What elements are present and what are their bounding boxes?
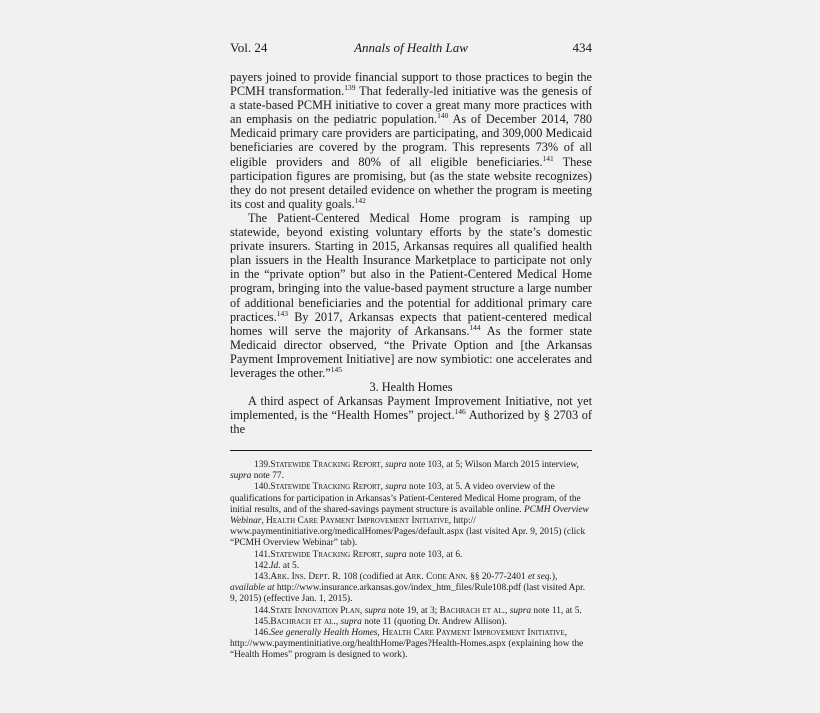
body-text — [230, 70, 592, 436]
volume-label: Vol. 24 — [230, 40, 268, 55]
page-number: 434 — [572, 40, 592, 55]
paragraph-3: A third aspect of Arkansas Payment Improvement Initiative, not yet implemented, is the “Health Homes” project.$^{146}$ Authorized by § 2703 of the — [230, 394, 592, 437]
footnote-144: 144.State Innovation Plan, supra note 19, at 3; Bachrach et al., supra note 11, at 5. — [254, 605, 582, 616]
footnote-145: 145.Bachrach et al., supra note 11 (quoting Dr. Andrew Allison). — [254, 616, 507, 627]
paragraph-1: payers joined to provide financial support to those practices to begin the PCMH transformation.$^{139}$ That federally-led initiative was the genesis of a state-based PCMH initiative to cover a great many more practices with an emphasis on the pediatric population.$^{140}$ As of December 2014, 780 Medicaid primary care providers are participating, and 309,000 Medicaid beneficiaries are covered by the program. This represents 73% of all eligible providers and 80% of all eligible beneficiaries.$^{141}$ These participation figures are promising, but (as the state website recognizes) they do not present detailed evidence on whether the program is meeting its cost and quality goals.$^{142}$ — [230, 70, 593, 211]
footnote-141: 141.Statewide Tracking Report, supra note 103, at 6. — [254, 549, 463, 560]
running-header — [230, 40, 592, 58]
document-page — [230, 0, 592, 713]
footnote-139: 139.Statewide Tracking Report, supra note 103, at 5; Wilson March 2015 interview, supra note 77. — [230, 460, 579, 482]
section-heading: 3. Health Homes — [369, 380, 453, 395]
footnote-143: 143.Ark. Ins. Dept. R. 108 (codified at Ark. Code Ann. §§ 20-77-2401 et seq.), available at http://www.insurance.arkansas.gov/index_htm_files/Rule108.pdf (last visited Apr. 9, 2015) (effective Jan. 1, 2015). — [230, 572, 586, 605]
footnote-divider — [230, 450, 592, 451]
footnotes — [230, 460, 592, 662]
journal-title: Annals of Health Law — [354, 40, 468, 55]
footnote-146: 146.See generally Health Homes, Health Care Payment Improvement Initiative, http://www.paymentinitiative.org/healthHome/Pages?Health-Homes.aspx (explaining how the “Health Homes” program is designed to work). — [230, 628, 584, 661]
paragraph-2: The Patient-Centered Medical Home program is ramping up statewide, beyond existing voluntary efforts by the state’s domestic private insurers. Starting in 2015, Arkansas requires all qualified health plan issuers in the Health Insurance Marketplace to participate not only in the “private option” but also in the Patient-Centered Medical Home program, bringing into the value-based payment structure a large number of additional beneficiaries and the potential for additional primary care practices.$^{143}$ By 2017, Arkansas expects that patient-centered medical homes will serve the majority of Arkansans.$^{144}$ As the former state Medicaid director observed, “the Private Option and [the Arkansas Payment Improvement Initiative] are now symbiotic: one accelerates and leverages the other.”$^{145}$ — [230, 210, 592, 380]
footnote-140: 140.Statewide Tracking Report, supra note 103, at 5. A video overview of the qualifications for participation in Arkansas’s Patient-Centered Medical Home program, of the initial results, and of the shared-savings payment structure is available online. PCMH Overview Webinar, Health Care Payment Improvement Initiative, http:// www.paymentinitiative.org/medicalHomes/Pages/default.aspx (last visited Apr. 9, 2015) (click “PCMH Overview Webinar” tab). — [230, 482, 589, 549]
footnote-142: 142.Id. at 5. — [254, 560, 300, 571]
